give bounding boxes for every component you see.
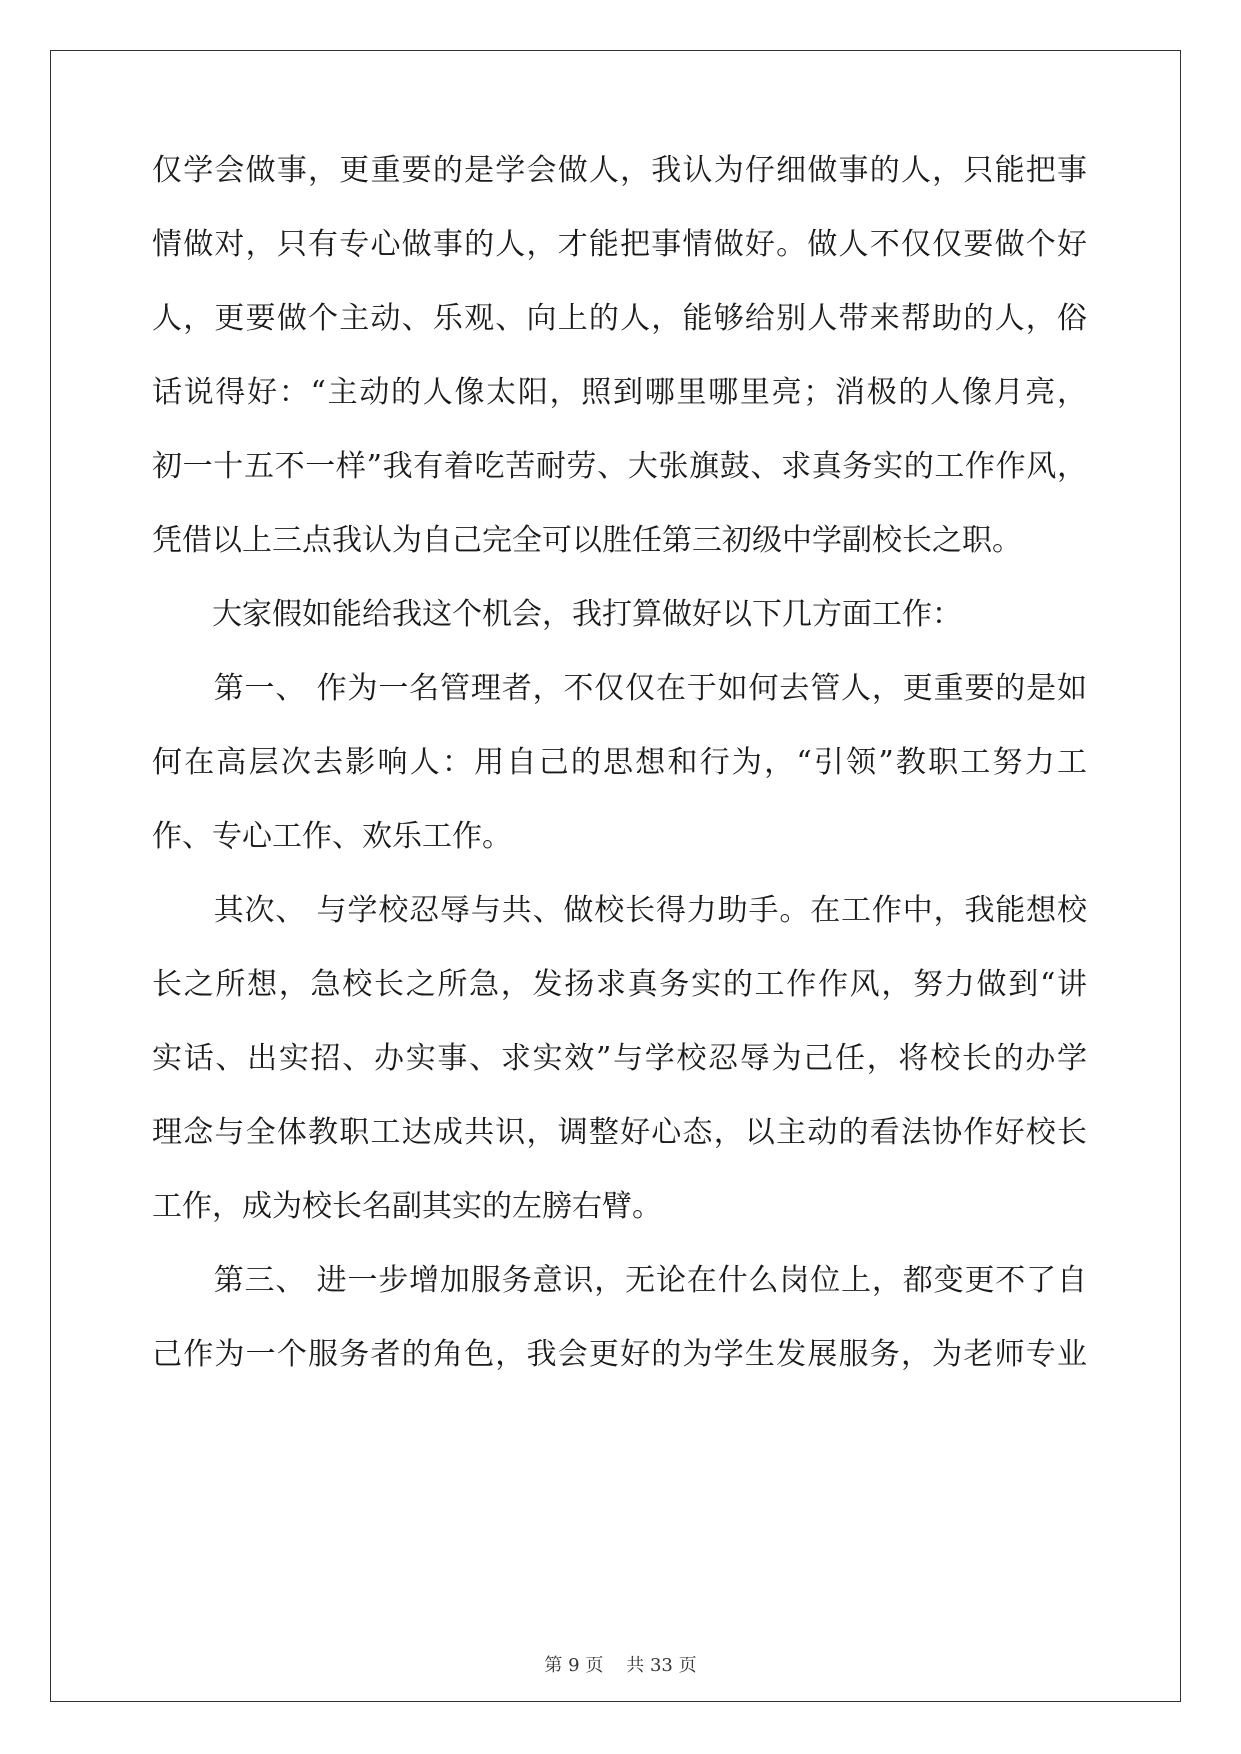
text-line: 情做对，只有专心做事的人，才能把事情做好。做人不仅仅要做个好 xyxy=(152,227,1087,262)
text-line: 第三、 进一步增加服务意识，无论在什么岗位上，都变更不了自 xyxy=(152,1263,1087,1298)
text-line: 实话、出实招、办实事、求实效”与学校忍辱为己任，将校长的办学 xyxy=(152,1041,1087,1076)
page-footer xyxy=(0,1655,1241,1677)
text-line: 人，更要做个主动、乐观、向上的人，能够给别人带来帮助的人，俗 xyxy=(152,301,1087,336)
text-line: 第一、 作为一名管理者，不仅仅在于如何去管人，更重要的是如 xyxy=(152,671,1087,706)
text-line: 工作，成为校长名副其实的左膀右臂。 xyxy=(152,1189,662,1224)
text-line: 理念与全体教职工达成共识，调整好心态，以主动的看法协作好校长 xyxy=(152,1115,1087,1150)
text-line: 其次、 与学校忍辱与共、做校长得力助手。在工作中，我能想校 xyxy=(152,893,1087,928)
text-line: 初一十五不一样”我有着吃苦耐劳、大张旗鼓、求真务实的工作作风， xyxy=(152,449,1087,484)
page-border xyxy=(50,50,1181,1702)
text-line: 凭借以上三点我认为自己完全可以胜任第三初级中学副校长之职。 xyxy=(152,523,1022,558)
text-line: 己作为一个服务者的角色，我会更好的为学生发展服务，为老师专业 xyxy=(152,1337,1087,1372)
text-line: 话说得好：“主动的人像太阳，照到哪里哪里亮；消极的人像月亮， xyxy=(152,375,1087,410)
text-line: 作、专心工作、欢乐工作。 xyxy=(152,819,512,854)
text-line: 大家假如能给我这个机会，我打算做好以下几方面工作： xyxy=(152,597,962,632)
page-number: 第 9 页 xyxy=(544,1655,604,1676)
text-line: 仅学会做事，更重要的是学会做人，我认为仔细做事的人，只能把事 xyxy=(152,153,1087,188)
text-line: 长之所想，急校长之所急，发扬求真务实的工作作风，努力做到“讲 xyxy=(152,967,1087,1002)
page-total: 共 33 页 xyxy=(626,1655,697,1676)
text-line: 何在高层次去影响人：用自己的思想和行为，“引领”教职工努力工 xyxy=(152,745,1087,780)
